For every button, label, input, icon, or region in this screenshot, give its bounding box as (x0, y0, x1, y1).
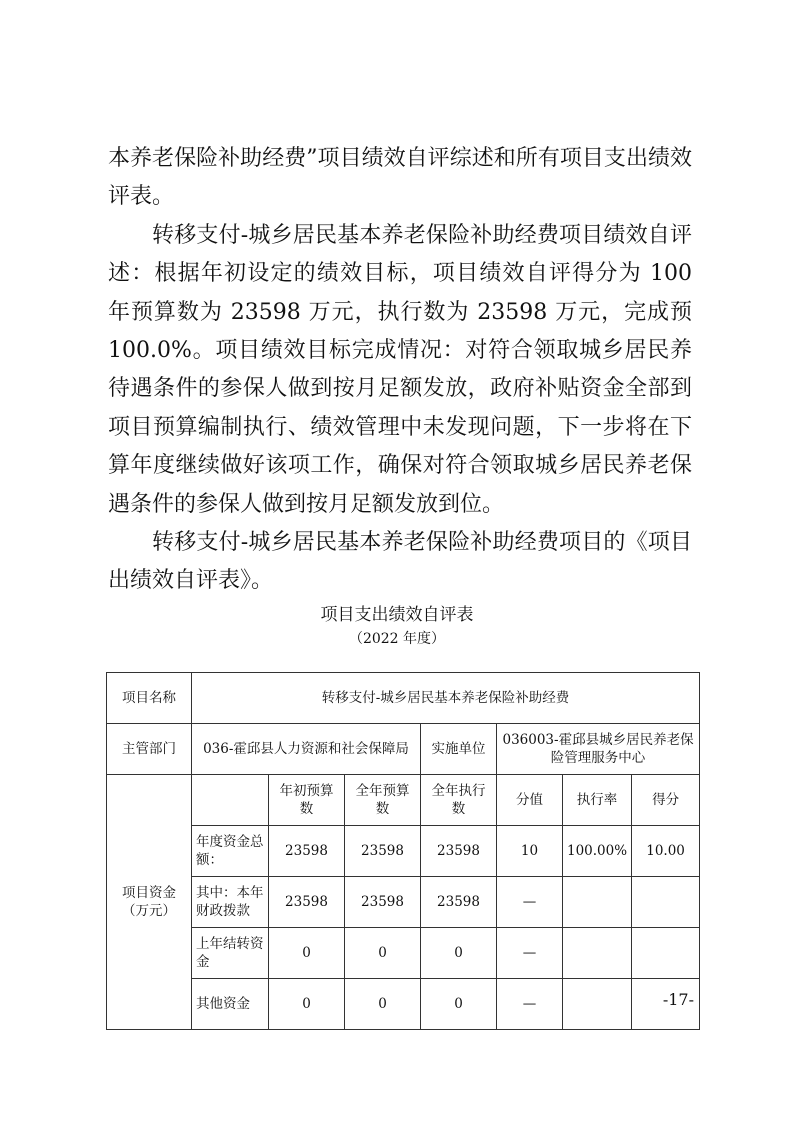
column-header: 执行率 (563, 775, 632, 826)
cell: 10 (497, 826, 563, 877)
funds-label: 项目资金（万元） (107, 775, 192, 1030)
column-header: 年初预算数 (269, 775, 345, 826)
text-line: 转移支付-城乡居民基本养老保险补助经费项目的《项目 (152, 529, 692, 555)
table-row (107, 826, 700, 877)
page-number: -17- (662, 990, 694, 1009)
cell (563, 877, 632, 928)
table-row (107, 979, 700, 1030)
column-header: 全年执行数 (421, 775, 497, 826)
table-row (107, 724, 700, 775)
cell: 23598 (345, 877, 421, 928)
column-header: 全年预算数 (345, 775, 421, 826)
cell: 23598 (421, 877, 497, 928)
dept-label: 主管部门 (107, 724, 192, 775)
text-line: 算年度继续做好该项工作，确保对符合领取城乡居民养老保 (108, 453, 692, 479)
table-subtitle: （2022 年度） (348, 631, 446, 647)
cell: 0 (421, 928, 497, 979)
cell: 23598 (269, 826, 345, 877)
text-line: 年预算数为 23598 万元，执行数为 23598 万元，完成预 (108, 299, 692, 325)
row-label: 其他资金 (192, 979, 269, 1030)
column-header: 得分 (632, 775, 700, 826)
row-label: 上年结转资金 (192, 928, 269, 979)
cell: 0 (269, 979, 345, 1030)
table-row (107, 877, 700, 928)
text-line: 评表。 (108, 184, 175, 210)
project-name-label: 项目名称 (107, 673, 192, 724)
cell: 0 (269, 928, 345, 979)
cell (563, 928, 632, 979)
cell: — (497, 877, 563, 928)
text-line: 遇条件的参保人做到按月足额发放到位。 (108, 491, 505, 517)
column-header: 分值 (497, 775, 563, 826)
cell: 23598 (421, 826, 497, 877)
self-evaluation-table (106, 672, 700, 1030)
table-header-row (107, 775, 700, 826)
impl-unit: 036003-霍邱县城乡居民养老保险管理服务中心 (497, 724, 700, 775)
cell: 23598 (269, 877, 345, 928)
text-line: 出绩效自评表》。 (108, 568, 274, 594)
empty-cell (192, 775, 269, 826)
dept: 036-霍邱县人力资源和社会保障局 (192, 724, 421, 775)
table-row (107, 673, 700, 724)
cell: 0 (345, 979, 421, 1030)
cell: 0 (345, 928, 421, 979)
impl-label: 实施单位 (421, 724, 497, 775)
cell (632, 928, 700, 979)
cell: 100.00% (563, 826, 632, 877)
row-label: 其中：本年财政拨款 (192, 877, 269, 928)
cell: — (497, 979, 563, 1030)
table-title: 项目支出绩效自评表 (320, 605, 474, 625)
text-line: 转移支付-城乡居民基本养老保险补助经费项目绩效自评 (152, 222, 692, 248)
cell: — (497, 928, 563, 979)
project-name: 转移支付-城乡居民基本养老保险补助经费 (192, 673, 700, 724)
cell (632, 877, 700, 928)
cell: 23598 (345, 826, 421, 877)
cell: 10.00 (632, 826, 700, 877)
text-line: 述：根据年初设定的绩效目标，项目绩效自评得分为 100 (108, 261, 692, 287)
row-label: 年度资金总额： (192, 826, 269, 877)
text-line: 待遇条件的参保人做到按月足额发放，政府补贴资金全部到 (108, 376, 692, 402)
text-line: 项目预算编制执行、绩效管理中未发现问题，下一步将在下 (108, 414, 692, 440)
text-line: 100.0%。项目绩效目标完成情况：对符合领取城乡居民养 (108, 337, 692, 363)
cell (563, 979, 632, 1030)
body-text (108, 140, 692, 601)
table-row (107, 928, 700, 979)
text-line: 本养老保险补助经费”项目绩效自评综述和所有项目支出绩效 (108, 146, 692, 171)
cell: 0 (421, 979, 497, 1030)
